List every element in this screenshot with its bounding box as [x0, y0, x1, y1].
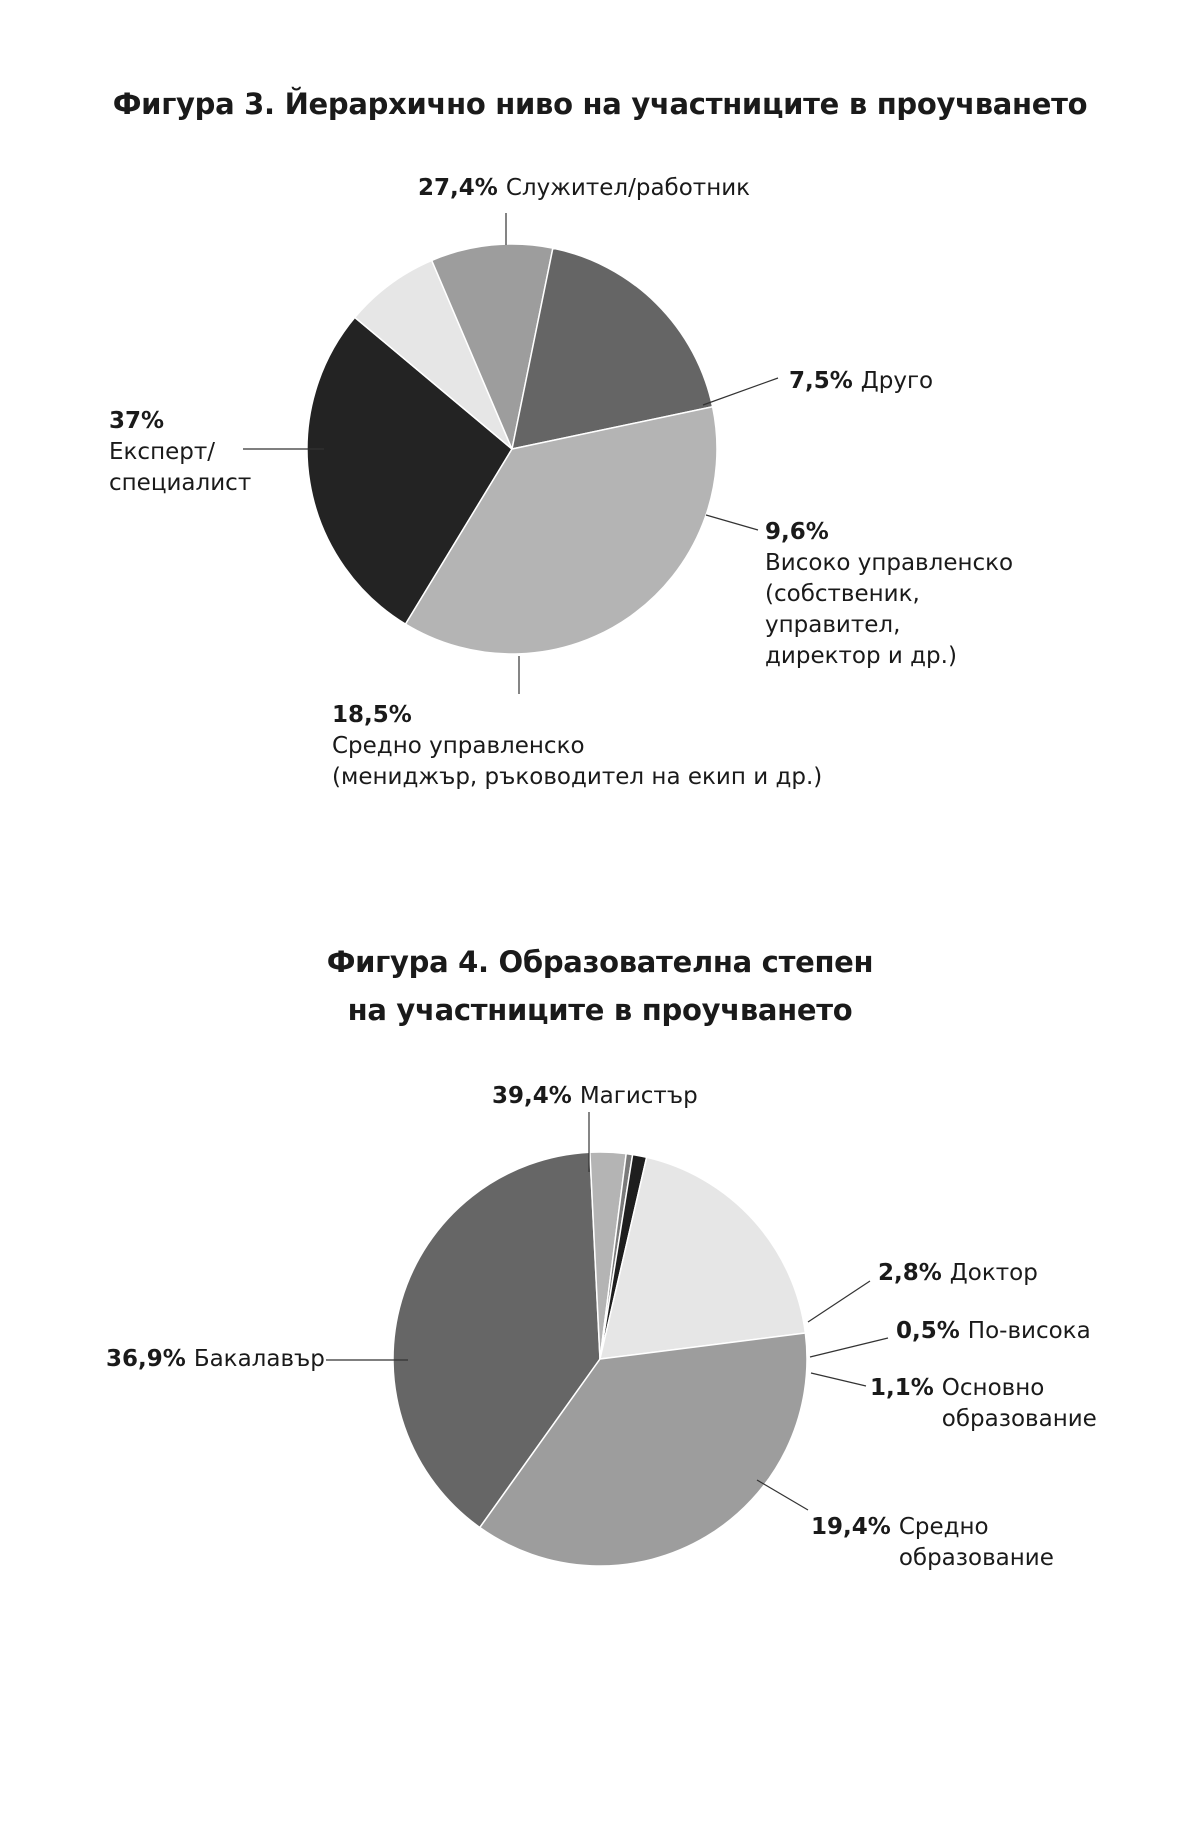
fig3-leader-line-2: [706, 515, 758, 530]
fig4-label-4: 19,4% Средно образование: [811, 1514, 1054, 1571]
fig3-label-4-percent: 37%: [109, 408, 173, 434]
fig3-label-1: 7,5% Друго: [789, 368, 934, 394]
figure-3-title: Фигура 3. Йерархично ниво на участниците в проучването: [112, 87, 1088, 121]
fig4-label-1: 2,8% Доктор: [878, 1260, 1038, 1286]
fig4-label-3: 1,1% Основно образование: [870, 1375, 1097, 1432]
fig4-leader-line-4: [757, 1480, 808, 1510]
fig4-label-5: 36,9% Бакалавър: [106, 1346, 325, 1372]
figure-4-title: [0, 938, 1200, 1034]
fig3-label-1-percent: 7,5%: [789, 368, 861, 394]
fig4-label-3-percent: 1,1%: [870, 1375, 942, 1401]
fig4-label-4-percent: 19,4%: [811, 1514, 899, 1540]
fig3-label-4: 37% Експерт/ специалист: [109, 408, 252, 496]
figure-4-title-line-1: Фигура 4. Образователна степен: [326, 945, 874, 979]
fig4-leader-line-1: [808, 1281, 870, 1322]
fig3-leader-line-1: [703, 378, 778, 405]
fig4-label-0-percent: 39,4%: [492, 1083, 580, 1109]
fig4-label-5-percent: 36,9%: [106, 1346, 194, 1372]
figure-4-title-line-2: на участниците в проучването: [347, 993, 853, 1027]
fig3-label-0-percent: 27,4%: [418, 175, 506, 201]
fig3-label-3: 18,5% Средно управленско (мениджър, ръководител на екип и др.): [332, 702, 823, 790]
figure-3-pie-chart: [0, 150, 1200, 810]
fig3-label-2-percent: 9,6%: [765, 519, 837, 545]
fig4-label-0: 39,4% Магистър: [492, 1083, 698, 1109]
fig4-label-2-percent: 0,5%: [896, 1318, 968, 1344]
fig3-label-2: 9,6% Високо управленско (собственик, управител, директор и др.): [765, 519, 1014, 669]
fig3-label-3-percent: 18,5%: [332, 702, 420, 728]
fig4-leader-line-3: [811, 1373, 866, 1386]
fig4-label-2: 0,5% По-висока: [896, 1318, 1091, 1344]
fig3-label-0: 27,4% Служител/работник: [418, 175, 751, 201]
figure-4-pie-chart: [0, 1060, 1200, 1640]
fig4-label-1-percent: 2,8%: [878, 1260, 950, 1286]
fig4-leader-line-2: [810, 1338, 888, 1357]
